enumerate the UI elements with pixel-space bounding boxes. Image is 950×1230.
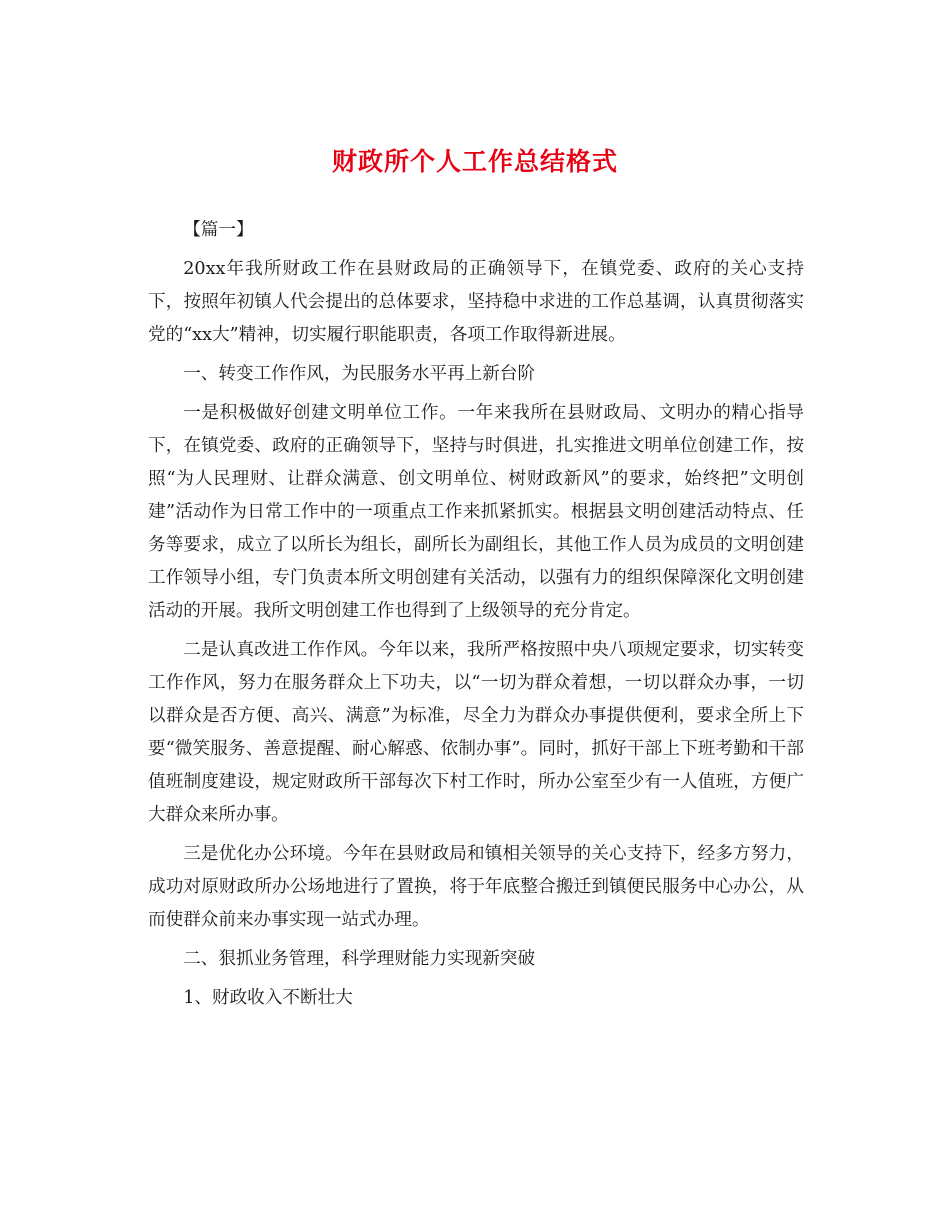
document-title: 财政所个人工作总结格式 <box>331 147 618 176</box>
intro-paragraph: 20xx年我所财政工作在县财政局的正确领导下，在镇党委、政府的关心支持下，按照年初镇人代会提出的总体要求，坚持稳中求进的工作总基调，认真贯彻落实党的“xx大”精神，切实履行职能职责，各项工作取得新进展。 <box>148 259 804 345</box>
body-paragraph: 一是积极做好创建文明单位工作。一年来我所在县财政局、文明办的精心指导下，在镇党委、政府的正确领导下，坚持与时俱进，扎实推进文明单位创建工作，按照“为人民理财、让群众满意、创文明单位、树财政新风”的要求，始终把”文明创建”活动作为日常工作中的一项重点工作来抓紧抓实。根据县文明创建活动特点、任务等要求，成立了以所长为组长，副所长为副组长，其他工作人员为成员的文明创建工作领导小组，专门负责本所文明创建有关活动，以强有力的组织保障深化文明创建活动的开展。我所文明创建工作也得到了上级领导的充分肯定。 <box>148 403 804 621</box>
body-paragraph: 二是认真改进工作作风。今年以来，我所严格按照中央八项规定要求，切实转变工作作风，努力在服务群众上下功夫，以“一切为群众着想，一切以群众办事，一切以群众是否方便、高兴、满意”为标准，尽全力为群众办事提供便利，要求全所上下要“微笑服务、善意提醒、耐心解惑、依制办事”。同时，抓好干部上下班考勤和干部值班制度建设，规定财政所干部每次下村工作时，所办公室至少有一人值班，方便广大群众来所办事。 <box>148 640 804 825</box>
subsection-heading: 1、财政收入不断壮大 <box>183 988 353 1008</box>
section-heading-2: 二、狠抓业务管理，科学理财能力实现新突破 <box>183 949 536 969</box>
body-paragraph: 三是优化办公环境。今年在县财政局和镇相关领导的关心支持下，经多方努力，成功对原财政所办公场地进行了置换，将于年底整合搬迁到镇便民服务中心办公，从而使群众前来办事实现一站式办理。 <box>148 844 804 930</box>
section-marker: 【篇一】 <box>183 220 254 240</box>
document-body <box>148 214 804 1021</box>
section-heading-1: 一、转变工作作风，为民服务水平再上新台阶 <box>183 364 536 384</box>
